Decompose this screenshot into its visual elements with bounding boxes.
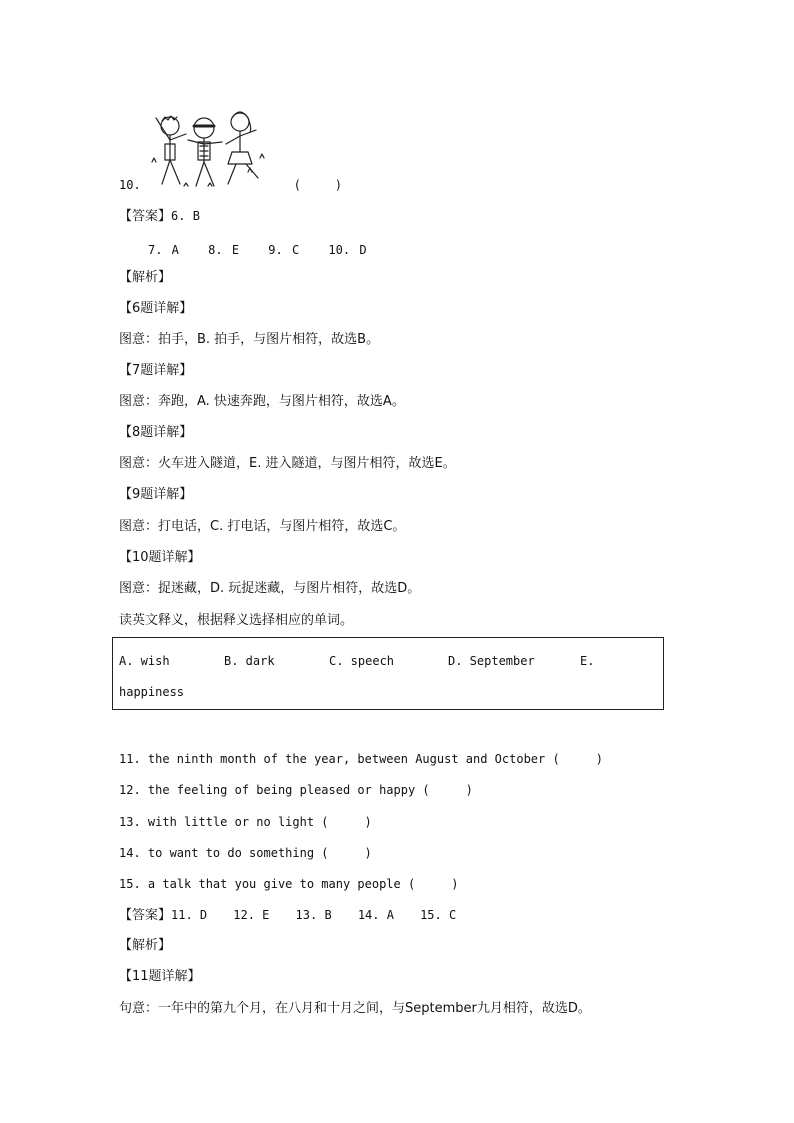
detail-heading: 【10题详解】 (119, 550, 201, 565)
detail-text: 图意：捉迷藏，D. 玩捉迷藏，与图片相符，故选D。 (119, 581, 421, 596)
option-b: B. dark (224, 654, 275, 668)
option-c: C. speech (329, 654, 395, 668)
detail-heading: 【6题详解】 (119, 301, 193, 316)
answer-row-1 (119, 207, 200, 226)
answer-item: 9. C (268, 243, 300, 257)
word-options-box (112, 637, 664, 710)
option-d: D. September (448, 654, 535, 668)
question-12: 12. the feeling of being pleased or happy ( ) (119, 783, 473, 797)
answer-item: 14. A (357, 908, 394, 922)
answer-item: 12. E (233, 908, 270, 922)
question-14: 14. to want to do something ( ) (119, 846, 372, 860)
answer-item: 11. D (171, 908, 208, 922)
question-15: 15. a talk that you give to many people ( ) (119, 877, 459, 891)
question-10-row (119, 176, 341, 194)
option-a: A. wish (119, 654, 170, 668)
detail-text: 图意：拍手，B. 拍手，与图片相符，故选B。 (119, 332, 380, 347)
answer-row-2 (119, 906, 456, 925)
detail-text: 图意：打电话，C. 打电话，与图片相符，故选C。 (119, 519, 406, 534)
detail-text: 图意：奔跑，A. 快速奔跑，与图片相符，故选A。 (119, 394, 405, 409)
answer-item: 6. B (171, 209, 200, 223)
analysis-label: 【解析】 (119, 270, 172, 285)
question-10-number: 10. (119, 178, 141, 192)
question-10-blank: ( ) (295, 178, 341, 192)
answer-item: 15. C (420, 908, 457, 922)
option-e-word: happiness (119, 685, 185, 699)
instruction-text: 读英文释义，根据释义选择相应的单词。 (119, 613, 354, 628)
answer-item: 13. B (295, 908, 332, 922)
analysis-label: 【解析】 (119, 938, 172, 953)
detail-heading: 【8题详解】 (119, 425, 193, 440)
answer-item: 8. E (208, 243, 240, 257)
answer-item: 7. A (148, 243, 179, 257)
detail-text: 图意：火车进入隧道，E. 进入隧道，与图片相符，故选E。 (119, 456, 456, 471)
detail-text: 句意：一年中的第九个月，在八月和十月之间，与September九月相符，故选D。 (119, 1001, 591, 1016)
detail-heading: 【11题详解】 (119, 969, 201, 984)
option-e: E. (580, 654, 595, 668)
question-11: 11. the ninth month of the year, between August and October ( ) (119, 752, 603, 766)
detail-heading: 【9题详解】 (119, 487, 193, 502)
answer-label: 【答案】 (119, 209, 172, 224)
detail-heading: 【7题详解】 (119, 363, 193, 378)
question-13: 13. with little or no light ( ) (119, 815, 372, 829)
answer-row-1-continued (148, 241, 367, 259)
answer-item: 10. D (328, 243, 367, 257)
answer-label: 【答案】 (119, 908, 172, 923)
